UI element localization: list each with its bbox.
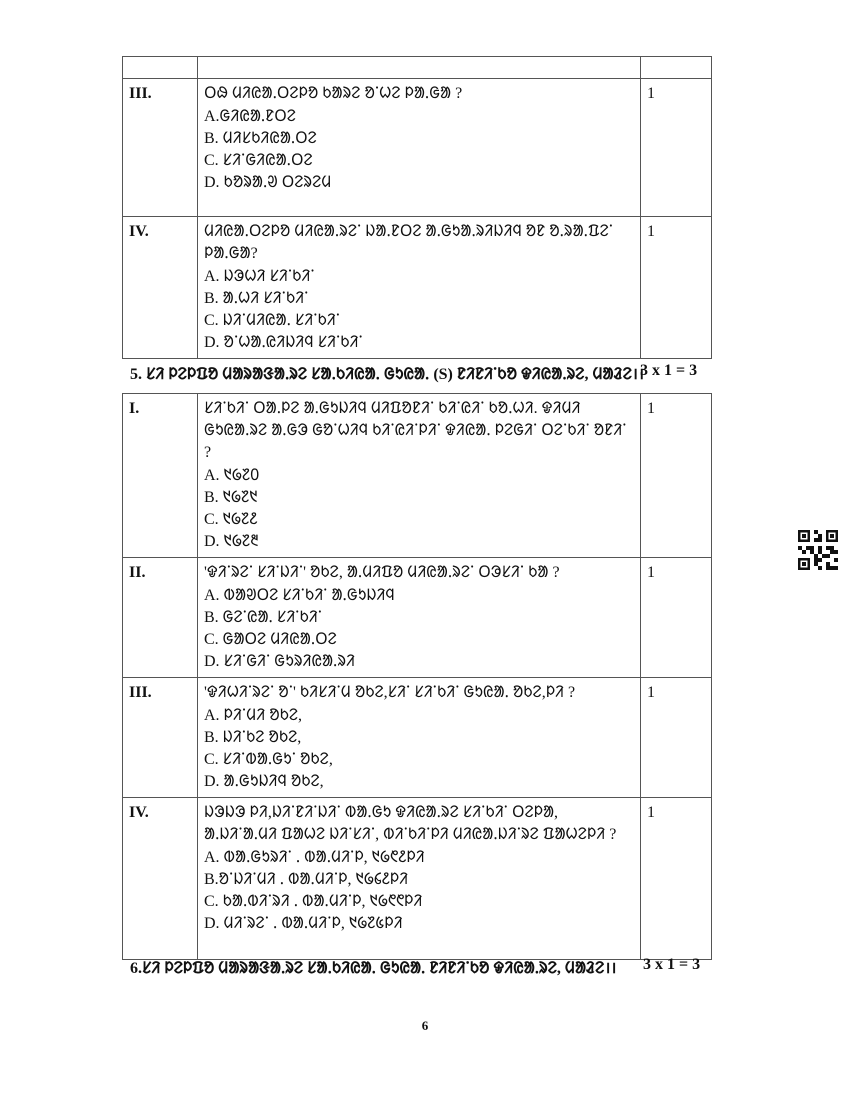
option-d: D. ᱚᱸᱦᱟᱹᱭᱤᱡᱤᱧ ᱥᱤᱸᱠᱤᱸ — [204, 334, 363, 351]
table-row — [123, 678, 712, 798]
question-text: ᱢᱤᱭᱟᱹᱛᱮᱞᱚ ᱢᱤᱭᱟᱹᱨᱮᱸ ᱡᱟᱹᱱᱛᱮ ᱟᱹᱜᱩᱟᱹᱨᱤᱡᱤᱧ ᱚᱱ ᱚᱹᱨᱟᱹᱯᱮᱸ ᱞᱟᱹᱜᱟ? — [204, 223, 614, 262]
option-c: C. ᱜᱟᱛᱮ ᱢᱤᱭᱟᱹᱛᱮ — [204, 631, 337, 648]
option-c: C. ᱠᱟᱹᱵᱤᱸᱨᱤ ᱹ ᱵᱟᱹᱢᱤᱸᱞ, ᱑᱙᱖᱖ᱞᱤ — [204, 893, 423, 910]
mark-value: 1 — [641, 394, 712, 558]
option-a: A. ᱑᱙᱗᱐ — [204, 467, 260, 484]
question-number: II. — [123, 558, 198, 678]
question-cell — [198, 558, 641, 678]
option-c: C. ᱑᱙᱗᱒ — [204, 511, 258, 528]
table-row — [123, 394, 712, 558]
question-cell — [198, 57, 641, 79]
option-b: B.ᱚᱸᱡᱤᱸᱢᱤ ᱹ ᱵᱟᱹᱢᱤᱸᱞ, ᱑᱙᱔᱒ᱞᱤ — [204, 871, 409, 888]
mark-value: 1 — [641, 558, 712, 678]
table-row — [123, 798, 712, 960]
table-row — [123, 217, 712, 359]
mark-value: 1 — [641, 678, 712, 798]
section-5-marks: 3 x 1 = 3 — [640, 362, 698, 379]
question-cell — [198, 798, 641, 960]
question-text: 'ᱫᱤᱦᱤᱸᱨᱮᱸ ᱚᱸ' ᱠᱤᱥᱤᱸᱢ ᱚᱠᱮ,ᱥᱤᱸ ᱥᱤᱸᱠᱤᱸ ᱜᱩᱭᱟᱹ ᱚᱠᱮ,ᱞᱤ ? — [204, 684, 576, 701]
question-text: ᱛᱷ ᱢᱤᱭᱟᱹᱛᱮᱞᱚ ᱠᱟᱨᱮ ᱚᱸᱦᱮ ᱞᱟᱹᱜᱟ ? — [204, 85, 463, 102]
question-text: ᱡᱳᱡᱳ ᱞᱤ,ᱡᱤᱸᱱᱤᱸᱡᱤᱸ ᱵᱟᱹᱜᱩ ᱫᱤᱭᱟᱹᱨᱮ ᱥᱤᱸᱠᱤᱸ ᱛᱮᱞᱟ, ᱟᱹᱡᱤᱸᱟᱹᱢᱤ ᱯᱟᱦᱮ ᱡᱤᱸᱥᱤᱸ, ᱵᱤᱸᱠᱤᱸᱞᱤ ᱢᱤᱭᱟᱹᱡᱤᱸᱨᱮ ᱯᱟᱦᱮᱞᱤ ? — [204, 804, 617, 843]
option-a: A. ᱵᱟᱹᱜᱩᱨᱤᱸ ᱹ ᱵᱟᱹᱢᱤᱸᱞ, ᱑᱙᱖᱒ᱞᱤ — [204, 849, 425, 866]
question-cell — [198, 678, 641, 798]
mark-value: 1 — [641, 79, 712, 217]
option-b: B. ᱢᱤᱥᱠᱤᱭᱟᱹᱛᱮ — [204, 130, 317, 147]
question-number: III. — [123, 678, 198, 798]
question-number: IV. — [123, 798, 198, 960]
question-number: III. — [123, 79, 198, 217]
question-cell — [198, 79, 641, 217]
option-a: A. ᱵᱟᱣᱛᱮ ᱥᱤᱸᱠᱤᱸ ᱟᱹᱜᱩᱡᱤᱧ — [204, 587, 395, 604]
section-5-heading: 5. ᱥᱤ ᱞᱮᱞᱯᱚ ᱢᱟᱨᱟᱝᱟᱹᱨᱮ ᱥᱟᱹᱠᱤᱭᱟᱹ ᱜᱩᱭᱟᱹ (S) ᱱᱤᱱᱤᱸᱠᱚ ᱫᱤᱭᱟᱹᱨᱮ, ᱢᱟᱲᱮ।। — [130, 366, 645, 383]
option-b: B. ᱑᱙᱗᱑ — [204, 489, 258, 506]
table-row — [123, 558, 712, 678]
question-cell — [198, 394, 641, 558]
option-d: D. ᱥᱤᱸᱜᱤᱸ ᱜᱩᱨᱤᱭᱟᱹᱨᱤ — [204, 653, 355, 670]
question-number — [123, 57, 198, 79]
section-6-heading: 6.ᱥᱤ ᱞᱮᱞᱯᱚ ᱢᱟᱨᱟᱝᱟᱹᱨᱮ ᱥᱟᱹᱠᱤᱭᱟᱹ ᱜᱩᱭᱟᱹ ᱱᱤᱱᱤᱸᱠᱚ ᱫᱤᱭᱟᱹᱨᱮ, ᱢᱟᱲᱮ।। — [130, 960, 617, 977]
question-table-2 — [122, 393, 712, 960]
option-b: B. ᱜᱮᱸᱭᱟᱹ ᱥᱤᱸᱠᱤᱸ — [204, 609, 322, 626]
question-text: ᱥᱤᱸᱠᱤᱸ ᱛᱟᱹᱞᱮ ᱟᱹᱜᱩᱡᱤᱧ ᱢᱤᱯᱚᱱᱤᱸ ᱠᱤᱸᱭᱤᱸ ᱠᱚᱹᱦᱤ. ᱫᱤᱢᱤ ᱜᱩᱭᱟᱹᱨᱮ ᱟᱹᱜᱳ ᱜᱚᱸᱦᱤᱧ ᱠᱤᱸᱭᱤᱸᱞᱤᱸ ᱫᱤᱭᱟᱹ ᱞᱮᱜᱤᱸ ᱛᱮᱸᱠᱤᱸ ᱚᱱᱤᱸ ? — [204, 400, 627, 461]
option-d: D. ᱑᱙᱗᱓ — [204, 533, 259, 550]
page-number: 6 — [421, 1018, 429, 1033]
question-cell — [198, 217, 641, 359]
option-c: C. ᱡᱤᱸᱢᱤᱭᱟᱹ ᱥᱤᱸᱠᱤᱸ — [204, 312, 341, 329]
option-b: B. ᱟᱹᱦᱤ ᱥᱤᱸᱠᱤᱸ — [204, 290, 309, 307]
question-number: IV. — [123, 217, 198, 359]
question-table-1 — [122, 56, 712, 359]
option-c: C. ᱥᱤᱸᱵᱟᱹᱜᱩᱸ ᱚᱠᱮ, — [204, 751, 333, 768]
section-6-marks: 3 x 1 = 3 — [643, 956, 701, 973]
mark-value: 1 — [641, 798, 712, 960]
option-b: B. ᱡᱤᱸᱠᱮ ᱚᱠᱮ, — [204, 729, 302, 746]
qr-code-icon — [798, 530, 838, 570]
option-a: A.ᱜᱤᱭᱟᱹᱱᱛᱮ — [204, 108, 296, 125]
table-row — [123, 57, 712, 79]
option-c: C. ᱥᱤᱸᱜᱤᱭᱟᱹᱛᱮ — [204, 152, 313, 169]
question-number: I. — [123, 394, 198, 558]
mark-cell — [641, 57, 712, 79]
option-d: D. ᱟᱹᱜᱩᱡᱤᱧ ᱚᱠᱮ, — [204, 773, 324, 790]
option-d: D. ᱠᱚᱨᱟᱹᱣ ᱛᱮᱨᱮᱢ — [204, 174, 332, 191]
option-a: A. ᱡᱳᱦᱤ ᱥᱤᱸᱠᱤᱸ — [204, 268, 315, 285]
option-d: D. ᱢᱤᱸᱨᱮᱸ ᱹ ᱵᱟᱹᱢᱤᱸᱞ, ᱑᱙᱗᱕ᱞᱤ — [204, 915, 403, 932]
mark-value: 1 — [641, 217, 712, 359]
table-row — [123, 79, 712, 217]
option-a: A. ᱞᱤᱸᱢᱤ ᱚᱠᱮ, — [204, 707, 303, 724]
question-text: 'ᱫᱤᱸᱨᱮᱸ ᱥᱤᱸᱡᱤᱸ' ᱚᱠᱮ, ᱟᱹᱢᱤᱯᱚ ᱢᱤᱭᱟᱹᱨᱮᱸ ᱛᱳᱥᱤᱸ ᱠᱟ ? — [204, 564, 560, 581]
